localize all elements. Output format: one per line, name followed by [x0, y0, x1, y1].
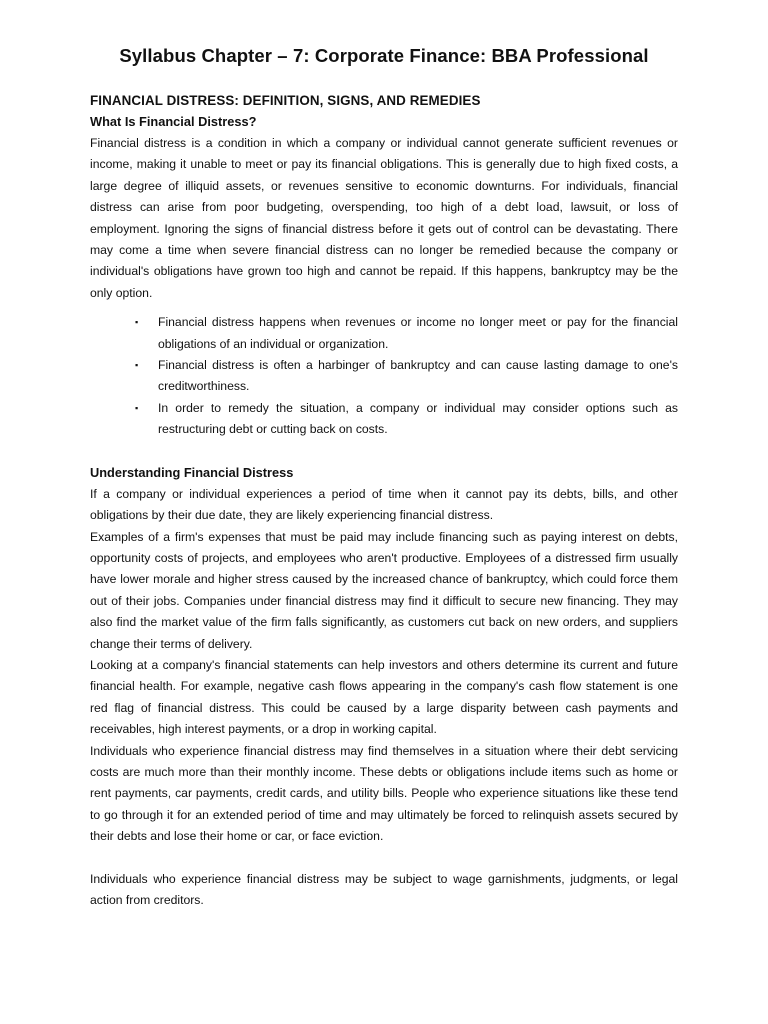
list-item-text: Financial distress happens when revenues or income no longer meet or pay for the financial obligations of an individual or organization.	[158, 315, 678, 351]
list-item-text: Financial distress is often a harbinger of bankruptcy and can cause lasting damage to one's creditworthiness.	[158, 358, 678, 394]
understanding-heading: Understanding Financial Distress	[90, 464, 294, 480]
what-is-paragraph: Financial distress is a condition in which a company or individual cannot generate sufficient revenues or income, making it unable to meet or pay its financial obligations. This is generally due to high fixed costs, a large degree of illiquid assets, or revenues sensitive to economic downturns. For individuals, financial distress can arise from poor budgeting, overspending, too high of a debt load, lawsuit, or loss of employment. Ignoring the signs of financial distress before it gets out of control can be devastating. There may come a time when severe financial distress can no longer be remedied because the company or individual's obligations have grown too high and cannot be repaid. If this happens, bankruptcy may be the only option.	[90, 136, 678, 300]
list-item	[135, 312, 678, 355]
bullet-icon: ▪	[135, 360, 139, 371]
understanding-paragraph: If a company or individual experiences a period of time when it cannot pay its debts, bills, and other obligations by their due date, they are likely experiencing financial distress.	[90, 486, 678, 523]
document-title: Syllabus Chapter – 7: Corporate Finance: BBA Professional	[119, 45, 649, 66]
final-paragraph: Individuals who experience financial distress may be subject to wage garnishments, judgments, or legal action from creditors.	[90, 871, 678, 907]
list-item	[135, 398, 678, 441]
list-item-text: In order to remedy the situation, a company or individual may consider options such as restructuring debt or cutting back on costs.	[158, 400, 678, 437]
section-heading: FINANCIAL DISTRESS: DEFINITION, SIGNS, AND REMEDIES	[90, 93, 481, 108]
understanding-paragraph: Individuals who experience financial distress may find themselves in a situation where their debt servicing costs are much more than their monthly income. These debts or obligations include items such as home or rent payments, car payments, credit cards, and utility bills. People who experience situations like these tend to go through it for an extended period of time and may ultimately be forced to relinquish assets secured by their debts and lose their home or car, or face eviction.	[90, 743, 678, 844]
key-points-list	[90, 312, 678, 440]
understanding-paragraph: Looking at a company's financial statements can help investors and others determine its current and future financial health. For example, negative cash flows appearing in the company's cash flow statement is one red flag of financial distress. This could be caused by a large disparity between cash payments and receivables, high interest payments, or a drop in working capital.	[90, 657, 678, 737]
understanding-paragraph: Examples of a firm's expenses that must be paid may include financing such as paying interest on debts, opportunity costs of projects, and employees who aren't productive. Employees of a distressed firm usually have lower morale and higher stress caused by the increased chance of bankruptcy, which could force them out of their jobs. Companies under financial distress may find it difficult to secure new financing. They may also find the market value of the firm falls significantly, as customers cut back on new orders, and suppliers change their terms of delivery.	[90, 529, 678, 651]
bullet-icon: ▪	[135, 317, 139, 328]
bullet-icon: ▪	[135, 402, 139, 413]
document-body	[90, 90, 678, 911]
what-is-heading: What Is Financial Distress?	[90, 114, 257, 129]
list-item	[135, 355, 678, 398]
